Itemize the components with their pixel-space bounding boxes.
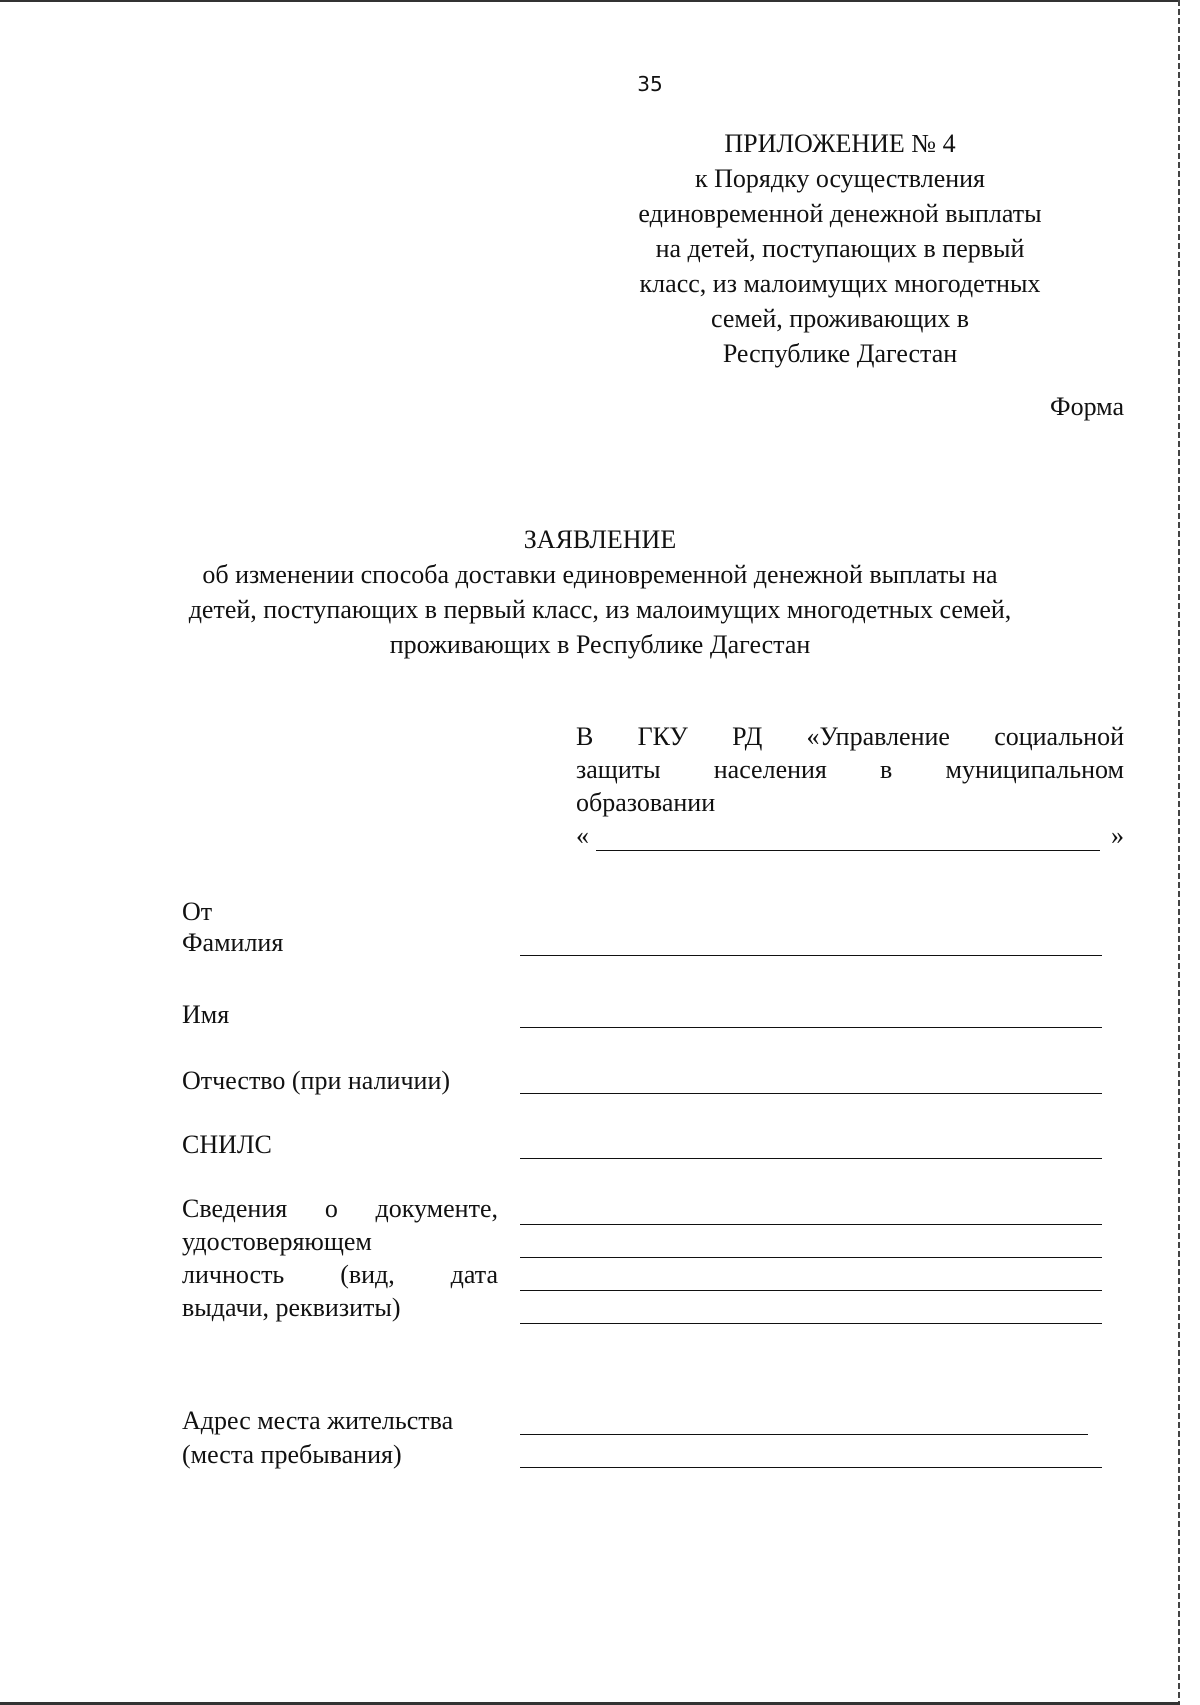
form-label: Форма bbox=[1050, 392, 1124, 421]
recipient-line: образовании bbox=[576, 788, 716, 817]
identity-document-blank-2[interactable] bbox=[520, 1257, 1102, 1258]
municipality-blank[interactable] bbox=[596, 850, 1100, 851]
page-number: 35 bbox=[637, 72, 663, 96]
name-blank[interactable] bbox=[520, 1027, 1102, 1028]
appendix-line: семей, проживающих в bbox=[710, 304, 970, 333]
name-label: Имя bbox=[182, 1000, 230, 1029]
close-quote: » bbox=[1111, 821, 1124, 850]
appendix-title: ПРИЛОЖЕНИЕ № 4 bbox=[724, 129, 956, 158]
appendix-line: класс, из малоимущих многодетных bbox=[639, 269, 1041, 298]
document-subtitle-line: проживающих в Республике Дагестан bbox=[389, 630, 811, 659]
address-label-line: Адрес места жительства bbox=[182, 1406, 454, 1435]
document-heading: ЗАЯВЛЕНИЕ bbox=[523, 525, 677, 554]
identity-document-blank-1[interactable] bbox=[520, 1224, 1102, 1225]
document-subtitle-line: детей, поступающих в первый класс, из малоимущих многодетных семей, bbox=[188, 595, 1012, 624]
address-label-line: (места пребывания) bbox=[182, 1440, 402, 1469]
patronymic-blank[interactable] bbox=[520, 1093, 1102, 1094]
municipality-field[interactable] bbox=[576, 819, 1124, 853]
surname-label: Фамилия bbox=[182, 928, 284, 957]
scan-edge-top bbox=[0, 0, 1180, 2]
document-subtitle-line: об изменении способа доставки единовременной денежной выплаты на bbox=[202, 560, 998, 589]
address-blank-1[interactable] bbox=[520, 1434, 1088, 1435]
appendix-line: к Порядку осуществления bbox=[694, 164, 986, 193]
identity-document-line: Сведения о документе, bbox=[182, 1194, 498, 1223]
from-label: От bbox=[182, 897, 213, 926]
identity-document-blank-3[interactable] bbox=[520, 1290, 1102, 1291]
appendix-line: единовременной денежной выплаты bbox=[638, 199, 1042, 228]
snils-label: СНИЛС bbox=[182, 1130, 272, 1159]
scan-edge-right bbox=[1178, 0, 1180, 1705]
recipient-line: В ГКУ РД «Управление социальной bbox=[576, 722, 1124, 751]
recipient-block bbox=[576, 720, 1124, 853]
appendix-header bbox=[590, 126, 1090, 371]
surname-blank[interactable] bbox=[520, 955, 1102, 956]
patronymic-label: Отчество (при наличии) bbox=[182, 1066, 451, 1095]
identity-document-line: удостоверяющем bbox=[182, 1227, 372, 1256]
address-blank-2[interactable] bbox=[520, 1467, 1102, 1468]
identity-document-blank-4[interactable] bbox=[520, 1323, 1102, 1324]
open-quote: « bbox=[576, 821, 589, 850]
snils-blank[interactable] bbox=[520, 1158, 1102, 1159]
document-title bbox=[0, 522, 1200, 662]
appendix-line: на детей, поступающих в первый bbox=[655, 234, 1025, 263]
identity-document-line: личность (вид, дата bbox=[182, 1260, 498, 1289]
identity-document-line: выдачи, реквизиты) bbox=[182, 1293, 401, 1322]
recipient-line: защиты населения в муниципальном bbox=[576, 755, 1124, 784]
identity-document-label bbox=[182, 1192, 498, 1324]
appendix-line: Республике Дагестан bbox=[722, 339, 958, 368]
address-label bbox=[182, 1404, 453, 1472]
